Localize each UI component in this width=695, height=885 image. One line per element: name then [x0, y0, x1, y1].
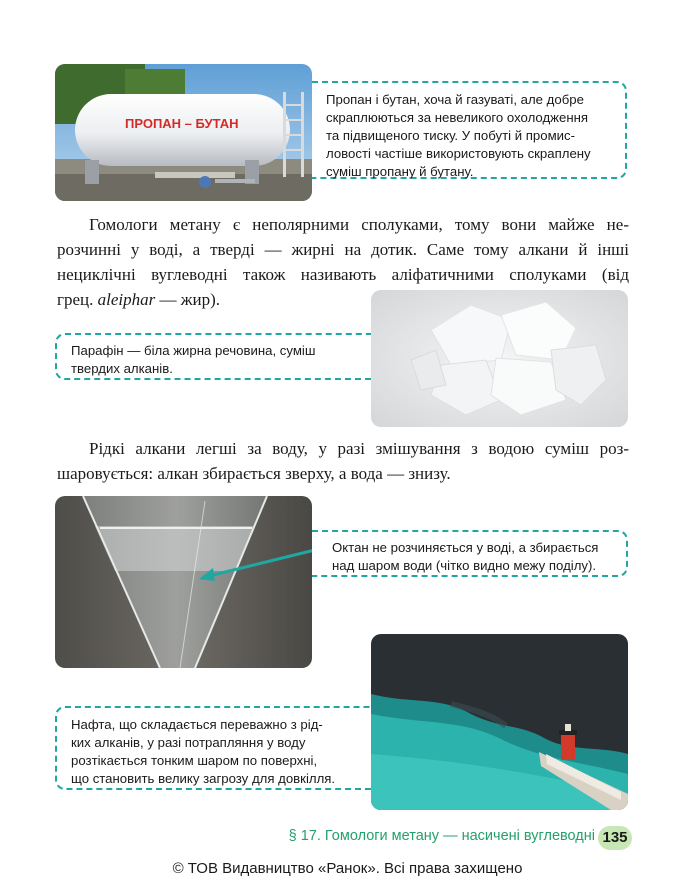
callout-propane-butane: [312, 81, 627, 179]
paragraph-text: грец.: [57, 290, 98, 309]
callout-octane-line: Октан не розчиняється у воді, а збирається: [332, 540, 599, 555]
tank-sign-text: ПРОПАН – БУТАН: [125, 116, 239, 131]
callout-oil-line: що становить велику загрозу для довкілля.: [71, 771, 336, 786]
page-number-badge: 135: [598, 826, 632, 850]
callout-propane-line: та підвищеного тиску. У побуті й промис-: [326, 128, 575, 143]
paragraph-text: — жир).: [155, 290, 220, 309]
callout-paraffin: [55, 333, 371, 380]
callout-paraffin-line: твердих алканів.: [71, 361, 173, 376]
propane-tank-photo: [55, 64, 312, 201]
callout-octane: [312, 530, 628, 577]
copyright-notice: © ТОВ Видавництво «Ранок». Всі права захищено: [172, 860, 523, 877]
callout-octane-line: над шаром води (чітко видно межу поділу).: [332, 558, 597, 573]
paragraph-line: Рідкі алкани легші за воду, у разі змішування з водою суміш роз-: [89, 439, 629, 458]
arrow-icon: [195, 545, 325, 585]
paragraph-line: нециклічні вуглеводні також називають аліфатичними сполуками (від: [57, 265, 629, 284]
paragraph-line: шаровується: алкан збирається зверху, а вода — знизу.: [57, 464, 451, 483]
callout-oil-line: розтікається тонким шаром по поверхні,: [71, 753, 318, 768]
callout-propane-line: скраплюються за невеликого охолодження: [326, 110, 589, 125]
callout-oil-line: Нафта, що складається переважно з рід-: [71, 717, 323, 732]
callout-propane-line: Пропан і бутан, хоча й газуваті, але добре: [326, 92, 584, 107]
callout-paraffin-line: Парафін — біла жирна речовина, суміш: [71, 343, 316, 358]
oil-spill-photo: [371, 634, 628, 810]
callout-propane-line: ловості частіше використовують скраплену: [326, 146, 591, 161]
callout-oil-line: ких алканів, у разі потрапляння у воду: [71, 735, 306, 750]
greek-term: aleiphar: [97, 290, 156, 309]
paragraph-line: Гомологи метану є неполярними сполуками, тому вони майже не-: [89, 215, 629, 234]
callout-propane-line: суміш пропану й бутану.: [326, 164, 474, 179]
paragraph-line: розчинні у воді, а тверді — жирні на дотик. Саме тому алкани й інші: [57, 240, 629, 259]
paraffin-photo: [371, 290, 628, 427]
callout-oil: [55, 706, 371, 790]
section-title: § 17. Гомологи метану — насичені вуглеводні: [288, 828, 595, 844]
paragraph-liquid-alkanes: [57, 436, 629, 486]
